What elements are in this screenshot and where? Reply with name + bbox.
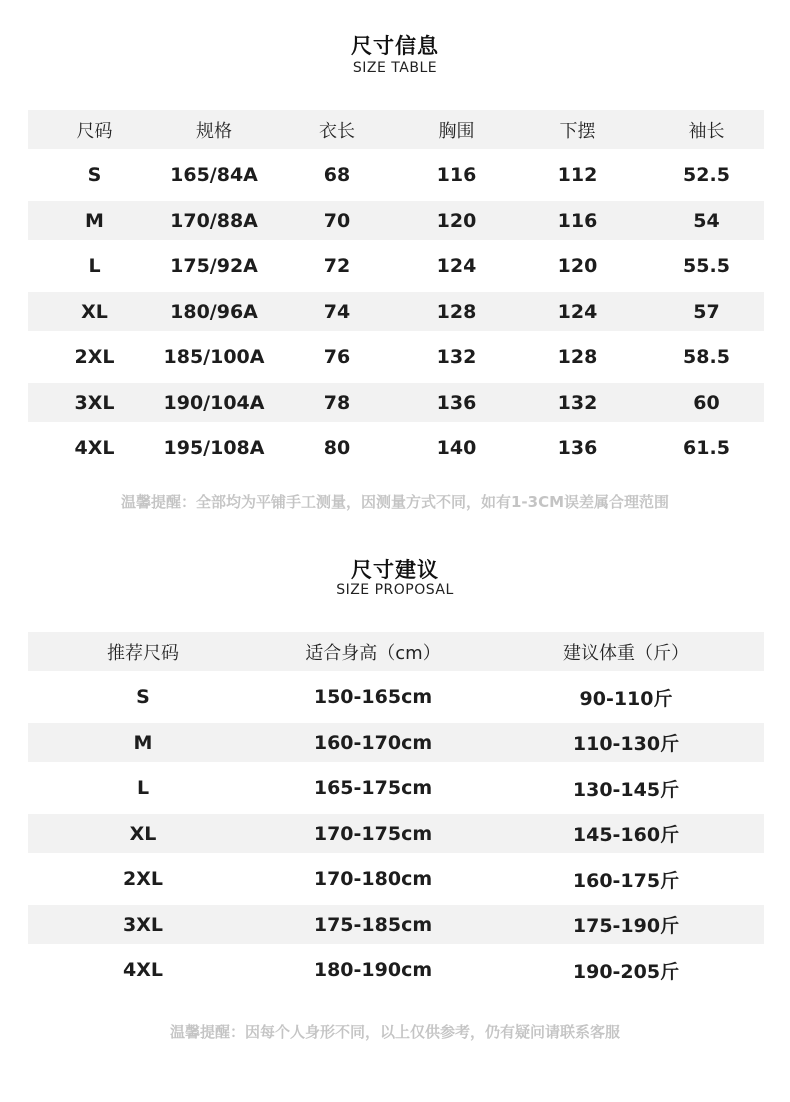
header-cell-length: 衣长 <box>319 120 355 142</box>
table-cell: 57 <box>693 300 720 323</box>
size-table-header-row <box>28 110 764 149</box>
header-cell-spec: 规格 <box>196 120 232 142</box>
table-cell: 80 <box>323 437 351 459</box>
table-row <box>28 383 764 422</box>
table-cell: 130-145斤 <box>572 778 680 801</box>
table-cell: 58.5 <box>683 346 730 368</box>
size-proposal-note: 温馨提醒：因每个人身形不同，以上仅供参考，仍有疑问请联系客服 <box>169 1023 620 1041</box>
table-cell: 136 <box>557 437 598 459</box>
table-cell: 74 <box>323 300 351 323</box>
table-cell: 170-180cm <box>313 868 433 890</box>
table-cell: 3XL <box>74 391 115 414</box>
table-cell: 52.5 <box>683 164 730 186</box>
table-cell: S <box>87 164 102 186</box>
table-row <box>28 201 764 240</box>
table-cell: 140 <box>436 437 477 459</box>
table-cell: 145-160斤 <box>572 824 680 846</box>
header-cell-hem: 下摆 <box>559 120 596 142</box>
table-row <box>28 678 764 717</box>
table-row <box>28 905 764 944</box>
table-cell: M <box>85 209 104 232</box>
table-cell: XL <box>129 822 157 845</box>
table-cell: 165/84A <box>170 164 258 186</box>
table-cell: 160-170cm <box>313 731 433 754</box>
size-proposal-table <box>28 632 764 996</box>
table-row <box>28 723 764 762</box>
table-row <box>28 429 764 468</box>
table-cell: 60 <box>693 391 720 414</box>
table-cell: 90-110斤 <box>579 687 673 710</box>
table-row <box>28 814 764 853</box>
table-cell: 120 <box>557 255 598 277</box>
table-row <box>28 769 764 808</box>
table-cell: 116 <box>436 164 477 186</box>
table-cell: 124 <box>557 300 598 323</box>
table-cell: 170-175cm <box>313 822 433 845</box>
table-cell: 2XL <box>123 868 163 890</box>
table-cell: L <box>88 255 101 277</box>
table-cell: 110-130斤 <box>572 733 680 755</box>
header-cell-recommended-size: 推荐尺码 <box>107 642 179 664</box>
table-cell: 190/104A <box>163 391 265 414</box>
table-cell: 124 <box>436 255 477 277</box>
table-cell: 4XL <box>74 437 115 459</box>
size-proposal-subtitle: SIZE PROPOSAL <box>336 582 454 598</box>
table-cell: 128 <box>436 300 477 323</box>
table-cell: 76 <box>323 346 351 368</box>
table-cell: 136 <box>436 391 477 414</box>
table-cell: 3XL <box>123 913 163 936</box>
table-cell: 54 <box>693 209 720 232</box>
table-cell: 160-175斤 <box>572 869 680 892</box>
table-cell: 120 <box>436 209 477 232</box>
table-cell: 170/88A <box>170 209 258 232</box>
table-cell: XL <box>81 300 108 323</box>
table-row <box>28 951 764 990</box>
table-cell: 175/92A <box>170 255 258 277</box>
table-row <box>28 292 764 331</box>
table-cell: 116 <box>557 209 598 232</box>
table-cell: 132 <box>557 391 598 414</box>
size-table-title: 尺寸信息 <box>351 34 439 58</box>
table-cell: S <box>136 686 150 708</box>
size-table-note: 温馨提醒：全部均为平铺手工测量，因测量方式不同，如有1-3CM误差属合理范围 <box>120 493 670 511</box>
table-row <box>28 338 764 377</box>
table-cell: 128 <box>557 346 598 368</box>
table-cell: 55.5 <box>683 255 730 277</box>
table-cell: 2XL <box>74 346 115 368</box>
table-cell: 4XL <box>123 959 163 981</box>
table-cell: 175-190斤 <box>572 915 680 937</box>
table-row <box>28 860 764 899</box>
table-cell: 180-190cm <box>313 959 433 981</box>
table-cell: M <box>133 731 153 754</box>
table-cell: 195/108A <box>163 437 265 459</box>
header-cell-chest: 胸围 <box>438 120 475 142</box>
table-cell: 132 <box>436 346 477 368</box>
table-cell: 68 <box>323 164 351 186</box>
table-cell: 175-185cm <box>313 913 433 936</box>
table-cell: 165-175cm <box>313 777 433 799</box>
table-cell: 185/100A <box>163 346 265 368</box>
table-cell: 70 <box>323 209 351 232</box>
size-table-subtitle: SIZE TABLE <box>352 60 438 76</box>
size-table <box>28 110 764 474</box>
header-cell-height: 适合身高（cm） <box>305 642 441 664</box>
table-cell: 78 <box>323 391 351 414</box>
size-proposal-title: 尺寸建议 <box>351 558 439 582</box>
header-cell-size: 尺码 <box>76 120 113 142</box>
table-cell: L <box>136 777 150 799</box>
table-row <box>28 247 764 286</box>
header-cell-sleeve: 袖长 <box>688 120 725 142</box>
table-cell: 190-205斤 <box>572 960 680 983</box>
table-cell: 61.5 <box>683 437 730 459</box>
size-proposal-header-row <box>28 632 764 671</box>
table-row <box>28 156 764 195</box>
header-cell-weight: 建议体重（斤） <box>563 642 689 664</box>
table-cell: 112 <box>557 164 598 186</box>
table-cell: 150-165cm <box>313 686 433 708</box>
table-cell: 180/96A <box>170 300 258 323</box>
table-cell: 72 <box>323 255 351 277</box>
